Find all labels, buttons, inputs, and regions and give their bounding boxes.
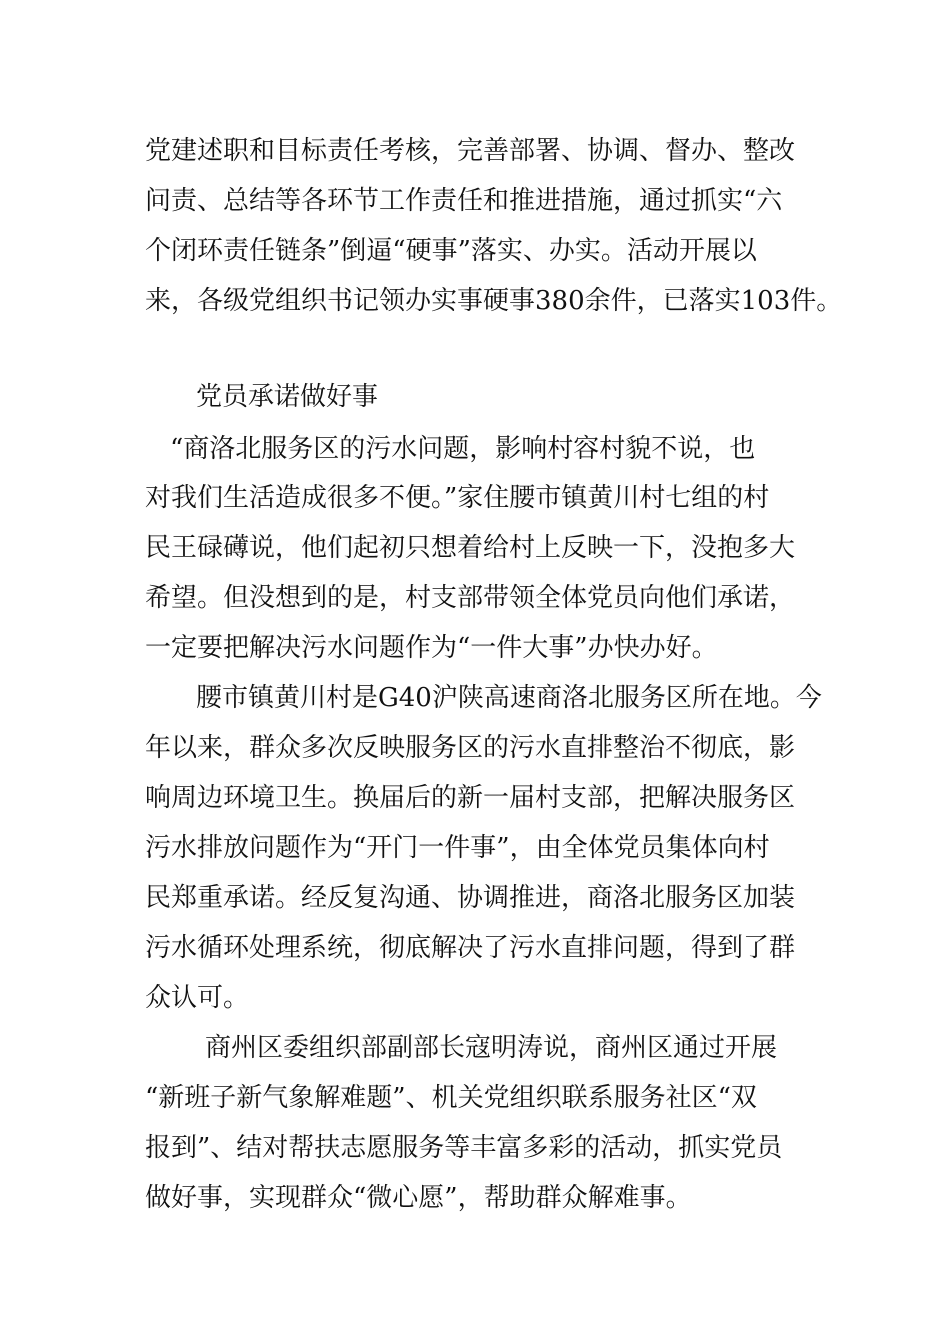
paragraph-line: 希望。但没想到的是，村支部带领全体党员向他们承诺， xyxy=(145,583,796,613)
paragraph-line: 报到”、结对帮扶志愿服务等丰富多彩的活动，抓实党员 xyxy=(145,1133,783,1163)
paragraph-line: 来，各级党组织书记领办实事硬事380余件，已落实103件。 xyxy=(145,286,843,316)
paragraph-line: 对我们生活造成很多不便。”家住腰市镇黄川村七组的村 xyxy=(145,483,770,513)
paragraph-line: 污水排放问题作为“开门一件事”，由全体党员集体向村 xyxy=(145,833,770,863)
paragraph-line: 党建述职和目标责任考核，完善部署、协调、督办、整改 xyxy=(145,136,796,166)
paragraph-line: 做好事，实现群众“微心愿”，帮助群众解难事。 xyxy=(145,1183,692,1213)
paragraph-line: 民王碌礡说，他们起初只想着给村上反映一下，没抱多大 xyxy=(145,533,796,563)
paragraph-line: 个闭环责任链条”倒逼“硬事”落实、办实。活动开展以 xyxy=(145,236,757,266)
paragraph-line: 响周边环境卫生。换届后的新一届村支部，把解决服务区 xyxy=(145,783,796,813)
paragraph-line: “新班子新气象解难题”、机关党组织联系服务社区“双 xyxy=(145,1083,757,1113)
section-heading: 党员承诺做好事 xyxy=(196,382,379,412)
paragraph-line: 商州区委组织部副部长寇明涛说，商州区通过开展 xyxy=(205,1033,778,1063)
paragraph-line: 腰市镇黄川村是G40沪陕高速商洛北服务区所在地。今 xyxy=(196,683,822,713)
paragraph-line: 污水循环处理系统，彻底解决了污水直排问题，得到了群 xyxy=(145,933,796,963)
paragraph-line: 民郑重承诺。经反复沟通、协调推进，商洛北服务区加装 xyxy=(145,883,796,913)
paragraph-line: 一定要把解决污水问题作为“一件大事”办快办好。 xyxy=(145,633,718,663)
paragraph-line: 问责、总结等各环节工作责任和推进措施，通过抓实“六 xyxy=(145,186,783,216)
paragraph-line: 年以来，群众多次反映服务区的污水直排整治不彻底，影 xyxy=(145,733,796,763)
paragraph-line: “商洛北服务区的污水问题，影响村容村貌不说，也 xyxy=(170,434,756,464)
paragraph-line: 众认可。 xyxy=(145,983,250,1013)
